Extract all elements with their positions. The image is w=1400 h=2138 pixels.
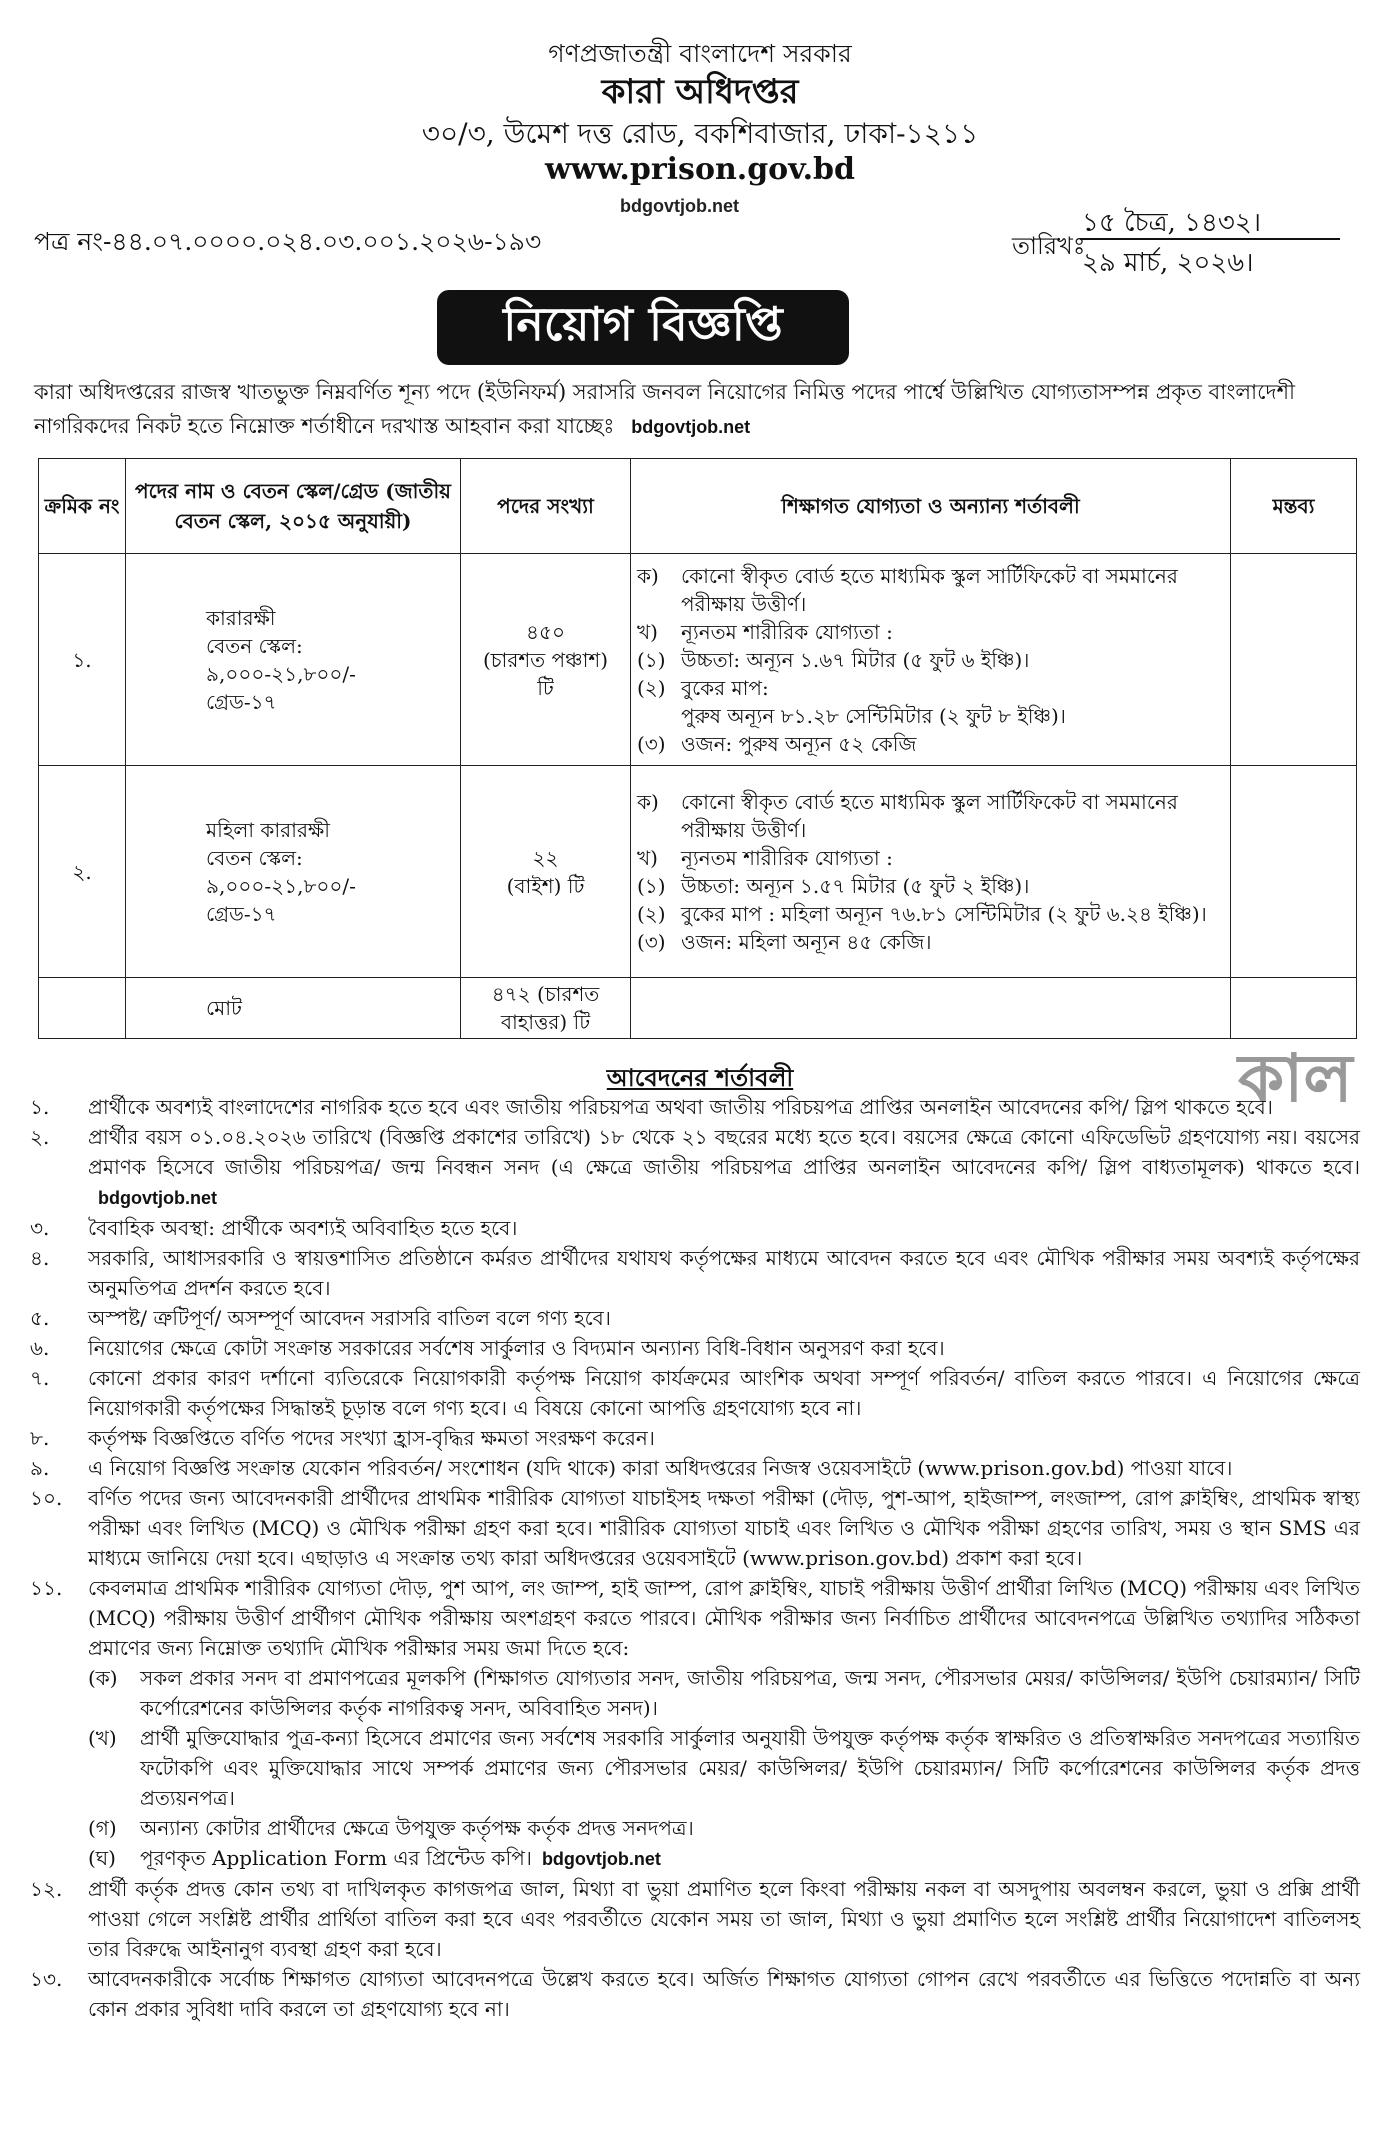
conditions-title: আবেদনের শর্তাবলী [606, 1063, 794, 1092]
post-name: কারারক্ষী [206, 605, 276, 630]
list-item: ৬. নিয়োগের ক্ষেত্রে কোটা সংক্রান্ত সরকারের সর্বশেষ সার্কুলার ও বিদ্যমান অন্যান্য বিধি-বিধান অনুসরণ করা হবে। [30, 1336, 945, 1360]
total-value: ৪৭২ (চারশত বাহাত্তর) টি [461, 978, 631, 1039]
header-post: পদের নাম ও বেতন স্কেল/গ্রেড (জাতীয় বেতন স্কেল, ২০১৫ অনুযায়ী) [126, 459, 461, 554]
qualification-item: (১) উচ্চতা: অন্যূন ১.৬৭ মিটার (৫ ফুট ৬ ইঞ্চি)। [637, 647, 1030, 672]
count-words: (বাইশ) টি [506, 873, 585, 898]
conditions-list [30, 1092, 1360, 2024]
qualification-item: খ) ন্যূনতম শারীরিক যোগ্যতা : [637, 619, 893, 644]
office-address: ৩০/৩, উমেশ দত্ত রোড, বকশিবাজার, ঢাকা-১২১১ [421, 117, 979, 150]
total-qualification-cell [631, 978, 1231, 1039]
qualification-item: ক) কোনো স্বীকৃত বোর্ড হতে মাধ্যমিক স্কুল সার্টিফিকেট বা সমমানের পরীক্ষায় উত্তীর্ণ। [637, 563, 1178, 616]
header-qualification: শিক্ষাগত যোগ্যতা ও অন্যান্য শর্তাবলী [631, 459, 1231, 554]
list-item: ২. প্রার্থীর বয়স ০১.০৪.২০২৬ তারিখে (বিজ্ঞপ্তি প্রকাশের তারিখে) ১৮ থেকে ২১ বছরের মধ্যে হতে হবে। বয়সের ক্ষেত্রে কোনো এফিডেভিট গ্রহণযোগ্য নয়। বয়সের প্রমাণক হিসেবে জাতীয় পরিচয়পত্র/ জন্ম নিবন্ধন সনদ (এ ক্ষেত্রে জাতীয় পরিচয়পত্র প্রাপ্তির অনলাইন আবেদনের কপি/ স্লিপ বাধ্যতামূলক) থাকতে হবে।bdgovtjob.net [30, 1125, 1360, 1208]
post-cell [126, 554, 461, 766]
header-remarks: মন্তব্য [1231, 459, 1357, 554]
list-item: ৯. এ নিয়োগ বিজ্ঞপ্তি সংক্রান্ত যেকোন পরিবর্তন/ সংশোধন (যদি থাকে) কারা অধিদপ্তরের নিজস্ব ওয়েবসাইটে (www.prison.gov.bd) পাওয়া যাবে। [30, 1456, 1233, 1480]
department-name: কারা অধিদপ্তর [601, 72, 799, 112]
notice-title-banner [437, 290, 849, 365]
post-name: মহিলা কারারক্ষী [206, 817, 330, 842]
count-unit: টি [537, 675, 554, 700]
list-item: ১. প্রার্থীকে অবশ্যই বাংলাদেশের নাগরিক হতে হবে এবং জাতীয় পরিচয়পত্র অথবা জাতীয় পরিচয়পত্র প্রাপ্তির অনলাইন আবেদনের কপি/ স্লিপ থাকতে হবে। [30, 1095, 1273, 1119]
date-label: তারিখঃ [1012, 232, 1086, 260]
header-serial: ক্রমিক নং [39, 459, 126, 554]
corner-mark: কাল [1238, 1039, 1353, 1117]
qualification-cell [631, 554, 1231, 766]
government-name: গণপ্রজাতন্ত্রী বাংলাদেশ সরকার [548, 39, 852, 68]
remarks-cell [1231, 554, 1357, 766]
row-serial: ১. [39, 554, 126, 766]
list-item: (ঘ) পূরণকৃত Application Form এর প্রিন্টেড কপি। bdgovtjob.net [88, 1846, 661, 1870]
count-number: ৪৫০ [526, 619, 565, 644]
list-item: ৩. বৈবাহিক অবস্থা: প্রার্থীকে অবশ্যই অবিবাহিত হতে হবে। [30, 1216, 518, 1240]
intro-text: কারা অধিদপ্তরের রাজস্ব খাতভুক্ত নিম্নবর্ণিত শূন্য পদে (ইউনিফর্ম) সরাসরি জনবল নিয়োগের নিমিত্ত পদের পার্শ্বে উল্লিখিত যোগ্যতাসম্পন্ন প্রকৃত বাংলাদেশী নাগরিকদের নিকট হতে নিম্নোক্ত শর্তাধীনে দরখাস্ত আহবান করা যাচ্ছেঃ [34, 380, 1295, 438]
qualification-item: (২) বুকের মাপ: [637, 675, 769, 700]
header-count: পদের সংখ্যা [461, 459, 631, 554]
table-row [39, 766, 1357, 978]
qualification-item: পুরুষ অন্যূন ৮১.২৮ সেন্টিমিটার (২ ফুট ৮ ইঞ্চি)। [681, 703, 1066, 728]
remarks-cell [1231, 766, 1357, 978]
list-item: ৭. কোনো প্রকার কারণ দর্শানো ব্যতিরেকে নিয়োগকারী কর্তৃপক্ষ নিয়োগ কার্যক্রমের আংশিক অথবা সম্পূর্ণ পরিবর্তন/ বাতিল করতে পারবে। এ নিয়োগের ক্ষেত্রে নিয়োগকারী কর্তৃপক্ষের সিদ্ধান্তই চূড়ান্ত বলে গণ্য হবে। এ বিষয়ে কোনো আপত্তি গ্রহণযোগ্য হবে না। [30, 1366, 1360, 1420]
watermark-text: bdgovtjob.net [620, 196, 739, 216]
table-row [39, 554, 1357, 766]
list-item: (খ) প্রার্থী মুক্তিযোদ্ধার পুত্র-কন্যা হিসেবে প্রমাণের জন্য সর্বশেষ সরকারি সার্কুলার অনুযায়ী উপযুক্ত কর্তৃপক্ষ কর্তৃক স্বাক্ষরিত ও প্রতিস্বাক্ষরিত সনদপত্রের সত্যায়িত ফটোকপি এবং মুক্তিযোদ্ধার সাথে সম্পর্ক প্রমাণের জন্য পৌরসভার মেয়র/ কাউন্সিলর/ ইউপি চেয়ারম্যান/ সিটি কর্পোরেশনের কাউন্সিলর কর্তৃক প্রদত্ত প্রত্যয়নপত্র। [88, 1726, 1360, 1810]
pay-scale: বেতন স্কেল: ৯,০০০-২১,৮০০/- [206, 633, 356, 686]
list-item: ১২. প্রার্থী কর্তৃক প্রদত্ত কোন তথ্য বা দাখিলকৃত কাগজপত্র জাল, মিথ্যা বা ভুয়া প্রমাণিত হলে কিংবা পরীক্ষায় নকল বা অসদুপায় অবলম্বন করলে, ভুয়া ও প্রক্সি প্রার্থী পাওয়া গেলে সংশ্লিষ্ট প্রার্থীর প্রার্থিতা বাতিল করা হবে এবং পরবর্তীতে যেকোন সময় তা জাল, মিথ্যা ও ভুয়া প্রমাণিত হলে সংশ্লিষ্ট প্রার্থীর নিয়োগাদেশ বাতিলসহ তার বিরুদ্ধে আইনানুগ ব্যবস্থা গ্রহণ করা হবে। [30, 1877, 1360, 1961]
list-item: ১০. বর্ণিত পদের জন্য আবেদনকারী প্রার্থীদের প্রাথমিক শারীরিক যোগ্যতা যাচাইসহ দক্ষতা পরীক্ষা (দৌড়, পুশ-আপ, হাইজাম্প, লংজাম্প, রোপ ক্লাইম্বিং, প্রাথমিক স্বাস্থ্য পরীক্ষা এবং লিখিত (MCQ) ও মৌখিক পরীক্ষা গ্রহণ করা হবে। শারীরিক যোগ্যতা যাচাই এবং লিখিত ও মৌখিক পরীক্ষা গ্রহণের তারিখ, সময় ও স্থান SMS এর মাধ্যমে জানিয়ে দেয়া হবে। এছাড়াও এ সংক্রান্ত তথ্য কারা অধিদপ্তরের ওয়েবসাইটে (www.prison.gov.bd) প্রকাশ করা হবে। [30, 1486, 1360, 1570]
watermark-text: bdgovtjob.net [541, 1849, 661, 1869]
total-label: মোট [126, 978, 461, 1039]
count-words: (চারশত পঞ্চাশ) [482, 647, 609, 672]
list-item: (গ) অন্যান্য কোটার প্রার্থীদের ক্ষেত্রে উপযুক্ত কর্তৃপক্ষ কর্তৃক প্রদত্ত সনদপত্র। [88, 1816, 694, 1840]
date-english: ২৯ মার্চ, ২০২৬। [1082, 248, 1254, 278]
qualification-item: ক) কোনো স্বীকৃত বোর্ড হতে মাধ্যমিক স্কুল সার্টিফিকেট বা সমমানের পরীক্ষায় উত্তীর্ণ। [637, 789, 1178, 842]
qualification-item: (৩) ওজন: পুরুষ অন্যূন ৫২ কেজি [637, 731, 917, 756]
list-item: ৮. কর্তৃপক্ষ বিজ্ঞপ্তিতে বর্ণিত পদের সংখ্যা হ্রাস-বৃদ্ধির ক্ষমতা সংরক্ষণ করেন। [30, 1426, 655, 1450]
count-cell [461, 766, 631, 978]
total-serial-cell [39, 978, 126, 1039]
qualification-item: (৩) ওজন: মহিলা অন্যূন ৪৫ কেজি। [637, 929, 932, 954]
list-item: ১৩. আবেদনকারীকে সর্বোচ্চ শিক্ষাগত যোগ্যতা আবেদনপত্রে উল্লেখ করতে হবে। অর্জিত শিক্ষাগত যোগ্যতা গোপন রেখে পরবর্তীতে এর ভিত্তিতে পদোন্নতি বা অন্য কোন প্রকার সুবিধা দাবি করলে তা গ্রহণযোগ্য হবে না। [30, 1967, 1360, 2021]
watermark-text: bdgovtjob.net [98, 1188, 217, 1208]
qualification-cell [631, 766, 1231, 978]
row-serial: ২. [39, 766, 126, 978]
website-link[interactable]: www.prison.gov.bd [544, 152, 856, 187]
list-item: ৫. অস্পষ্ট/ ত্রুটিপূর্ণ/ অসম্পূর্ণ আবেদন সরাসরি বাতিল বলে গণ্য হবে। [30, 1306, 611, 1330]
pay-scale: বেতন স্কেল: ৯,০০০-২১,৮০০/- [206, 845, 356, 898]
list-item: ৪. সরকারি, আধাসরকারি ও স্বায়ত্তশাসিত প্রতিষ্ঠানে কর্মরত প্রার্থীদের যথাযথ কর্তৃপক্ষের মাধ্যমে আবেদন করতে হবে এবং মৌখিক পরীক্ষার সময় অবশ্যই কর্তৃপক্ষের অনুমতিপত্র প্রদর্শন করতে হবে। [30, 1246, 1360, 1300]
notice-title: নিয়োগ বিজ্ঞপ্তি [503, 296, 783, 351]
total-row [39, 978, 1357, 1039]
qualification-item: খ) ন্যূনতম শারীরিক যোগ্যতা : [637, 845, 893, 870]
table-header-row [39, 459, 1357, 554]
grade: গ্রেড-১৭ [206, 689, 277, 714]
posts-table [38, 458, 1357, 1039]
count-cell [461, 554, 631, 766]
list-item: (ক) সকল প্রকার সনদ বা প্রমাণপত্রের মূলকপি (শিক্ষাগত যোগ্যতার সনদ, জাতীয় পরিচয়পত্র, জন্ম সনদ, পৌরসভার মেয়র/ কাউন্সিলর/ ইউপি চেয়ারম্যান/ সিটি কর্পোরেশনের কাউন্সিলর কর্তৃক নাগরিকত্ব সনদ, অবিবাহিত সনদ)। [88, 1666, 1360, 1720]
date-divider [1080, 238, 1340, 240]
watermark-text: bdgovtjob.net [631, 417, 751, 437]
qualification-item: (২) বুকের মাপ : মহিলা অন্যূন ৭৬.৮১ সেন্টিমিটার (২ ফুট ৬.২৪ ইঞ্চি)। [637, 901, 1207, 926]
list-item: ১১. কেবলমাত্র প্রাথমিক শারীরিক যোগ্যতা দৌড়, পুশ আপ, লং জাম্প, হাই জাম্প, রোপ ক্লাইম্বিং, যাচাই পরীক্ষায় উত্তীর্ণ প্রার্থীরা লিখিত (MCQ) পরীক্ষায় এবং লিখিত (MCQ) পরীক্ষায় উত্তীর্ণ প্রার্থীগণ মৌখিক পরীক্ষায় অংশগ্রহণ করতে পারবে। মৌখিক পরীক্ষার জন্য নির্বাচিত প্রার্থীদের আবেদনপত্রে উল্লিখিত তথ্যাদির সঠিকতা প্রমাণের জন্য নিম্নোক্ত তথ্যাদি মৌখিক পরীক্ষার সময় জমা দিতে হবে: [30, 1576, 1360, 1660]
grade: গ্রেড-১৭ [206, 901, 277, 926]
intro-paragraph [34, 375, 1354, 444]
count-number: ২২ [532, 845, 559, 870]
qualification-item: (১) উচ্চতা: অন্যূন ১.৫৭ মিটার (৫ ফুট ২ ইঞ্চি)। [637, 873, 1030, 898]
date-bangla: ১৫ চৈত্র, ১৪৩২। [1082, 208, 1262, 238]
memo-number: পত্র নং-৪৪.০৭.০০০০.০২৪.০৩.০০১.২০২৬-১৯৩ [34, 227, 542, 256]
post-cell [126, 766, 461, 978]
